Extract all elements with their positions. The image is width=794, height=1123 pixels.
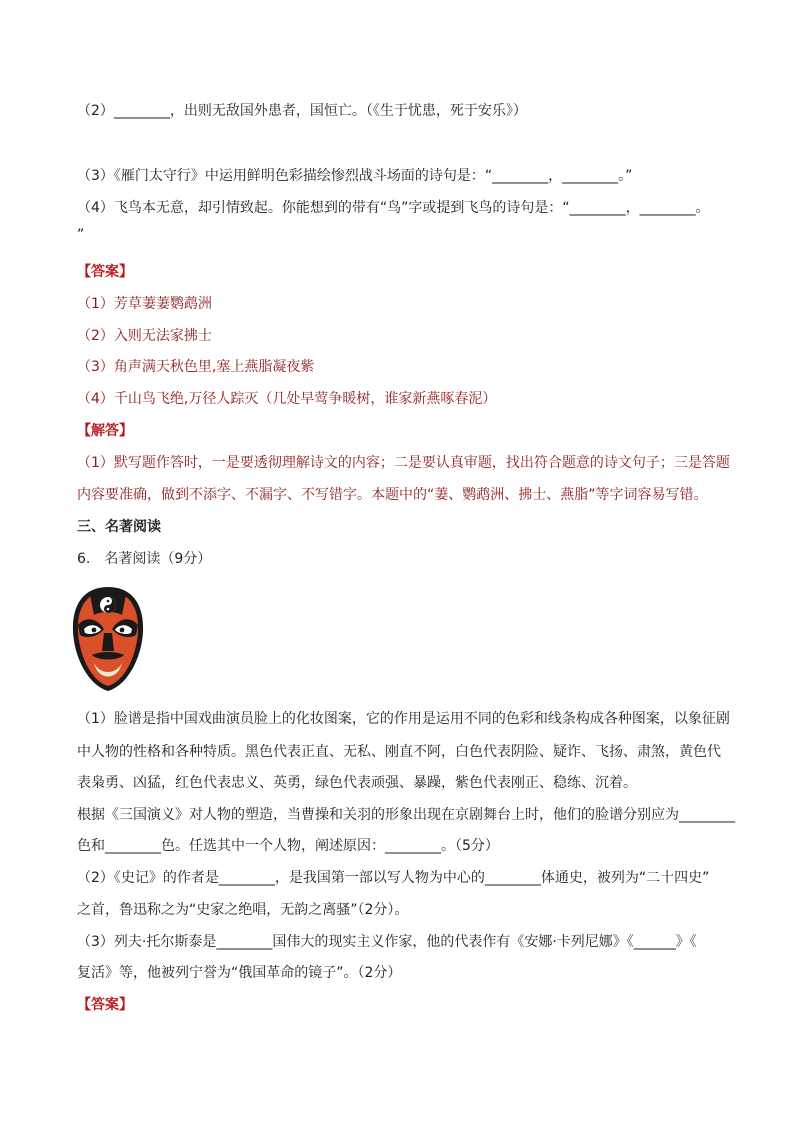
q6-p1-line-2: 中人物的性格和各种特质。黑色代表正直、无私、刚直不阿，白色代表阴险、疑诈、飞扬、肃煞，黄色代	[77, 744, 721, 760]
opera-mask-icon	[68, 585, 148, 693]
q6-p3-line-2: 复活》等，他被列宁誉为“俄国革命的镜子”。（2分）	[77, 965, 402, 981]
q6-p1-line-3: 表枭勇、凶猛，红色代表忠义、英勇，绿色代表顽强、暴躁，紫色代表刚正、稳练、沉着。	[77, 775, 637, 791]
poetry-question-2: （2）________，出则无敌国外患者，国恒亡。（《生于忧患，死于安乐》）	[77, 103, 527, 119]
q6-p1-line-5: 色和________色。任选其中一个人物，阐述原因：________。（5分）	[77, 838, 499, 854]
answer-3: （3）角声满天秋色里,塞上燕脂凝夜紫	[77, 359, 315, 375]
poetry-question-4: （4）飞鸟本无意，却引情致起。你能想到的带有“鸟”字或提到飞鸟的诗句是：“________，________。	[77, 200, 710, 216]
analysis-tag: 【解答】	[77, 423, 133, 439]
section-title: 三、名著阅读	[77, 519, 161, 535]
answer-tag: 【答案】	[77, 264, 133, 280]
q6-p1-line-4: 根据《三国演义》对人物的塑造，当曹操和关羽的形象出现在京剧舞台上时，他们的脸谱分别应为________	[77, 807, 735, 823]
poetry-question-3: （3）《雁门太守行》中运用鲜明色彩描绘惨烈战斗场面的诗句是：“________，________。”	[77, 168, 633, 184]
analysis-line-2: 内容要准确，做到不添字、不漏字、不写错字。本题中的“萋、鹦鹉洲、拂士、燕脂”等字词容易写错。	[77, 487, 708, 503]
q6-p1-line-1: （1）脸谱是指中国戏曲演员脸上的化妆图案，它的作用是运用不同的色彩和线条构成各种图案，以象征剧	[77, 711, 730, 727]
q6-p3-line-1: （3）列夫·托尔斯泰是________国伟大的现实主义作家，他的代表作有《安娜·卡列尼娜》《______》《	[77, 934, 697, 950]
opera-mask-image	[68, 585, 148, 693]
q6-p2-line-1: （2）《史记》的作者是________，是我国第一部以写人物为中心的________体通史，被列为“二十四史”	[77, 870, 710, 886]
q6-p2-line-2: 之首，鲁迅称之为“史家之绝唱，无韵之离骚”（2分）。	[77, 902, 409, 918]
answer-1: （1）芳草萋萋鹦鹉洲	[77, 296, 212, 312]
poetry-question-4-continued: ”	[77, 227, 85, 243]
answer-tag-end: 【答案】	[77, 997, 133, 1013]
analysis-line-1: （1）默写题作答时，一是要透彻理解诗文的内容；二是要认真审题，找出符合题意的诗文句子；三是答题	[77, 455, 730, 471]
answer-2: （2）入则无法家拂士	[77, 328, 212, 344]
answer-4: （4）千山鸟飞绝,万径人踪灭（几处早莺争暖树，谁家新燕啄春泥）	[77, 391, 497, 407]
question-6-title: 6. 名著阅读（9分）	[77, 551, 212, 567]
